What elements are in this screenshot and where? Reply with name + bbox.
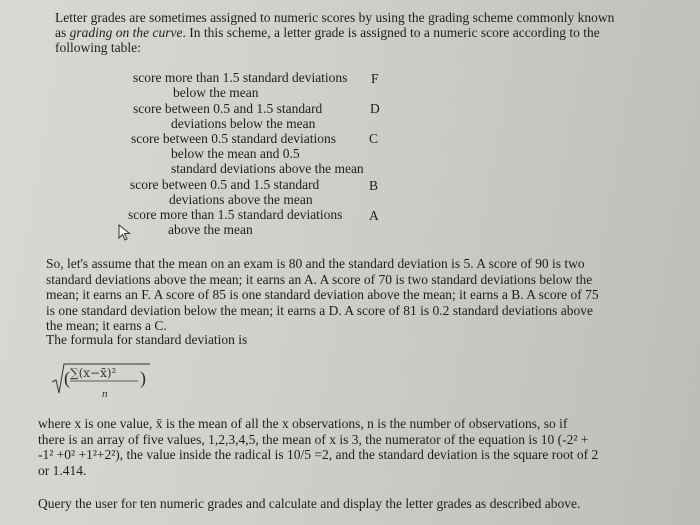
example-line: So, let's assume that the mean on an exam is 80 and the standard deviation is 5. A score of 90 is two <box>46 256 585 271</box>
intro-paragraph <box>55 10 614 55</box>
example-line: is one standard deviation below the mean; it earns a D. A score of 81 is 0.2 standard deviations above <box>46 302 593 318</box>
svg-text:(: ( <box>64 368 70 388</box>
example-line: the mean; it earns a C. <box>46 318 167 333</box>
grade-row-b <box>130 177 319 207</box>
intro-line: as grading on the curve. In this scheme, a letter grade is assigned to a numeric score according to the <box>55 25 600 40</box>
svg-text:): ) <box>140 368 146 388</box>
intro-line: following table: <box>55 40 141 55</box>
mouse-pointer-icon <box>118 224 132 242</box>
criteria-line: score between 0.5 standard deviations <box>131 131 337 146</box>
criteria-line: score more than 1.5 standard deviations <box>128 207 343 222</box>
criteria-line: score between 0.5 and 1.5 standard <box>130 177 320 192</box>
example-paragraph <box>46 256 599 334</box>
formula-numerator: ∑(x−x̄)² <box>70 366 117 380</box>
criteria-line: score more than 1.5 standard deviations <box>133 70 348 85</box>
grade-letter-f: F <box>371 71 379 86</box>
example-line: standard deviations above the mean; it earns an A. A score of 70 is two standard deviations below the <box>46 271 593 287</box>
criteria-line: above the mean <box>168 222 253 237</box>
criteria-line: below the mean <box>173 85 259 100</box>
formula-label: The formula for standard deviation is <box>46 332 248 347</box>
explanation-line: there is an array of five values, 1,2,3,4,5, the mean of x is 3, the numerator of the equation is 10 (-2² + <box>38 431 589 447</box>
query-instruction: Query the user for ten numeric grades and calculate and display the letter grades as described above. <box>38 496 581 511</box>
criteria-line: score between 0.5 and 1.5 standard <box>133 101 323 116</box>
criteria-line: deviations below the mean <box>171 116 316 131</box>
grade-row-c <box>131 131 364 176</box>
grade-letter-c: C <box>369 131 379 146</box>
explanation-line: or 1.414. <box>38 462 87 478</box>
grade-letter-b: B <box>369 178 379 193</box>
explanation-paragraph <box>38 416 598 478</box>
grade-row-d <box>133 101 322 131</box>
grade-letter-d: D <box>370 101 380 116</box>
explanation-line: where x is one value, x̄ is the mean of all the x observations, n is the number of observations, so if <box>38 416 568 431</box>
grade-row-f <box>133 70 347 100</box>
grade-letter-a: A <box>369 208 379 223</box>
grade-row-a <box>128 207 342 237</box>
explanation-line: -1² +0² +1²+2²), the value inside the radical is 10/5 =2, and the standard deviation is the square root of 2 <box>38 447 599 462</box>
criteria-line: deviations above the mean <box>169 192 313 207</box>
criteria-line: standard deviations above the mean <box>171 161 364 176</box>
criteria-line: below the mean and 0.5 <box>171 146 300 161</box>
example-line: mean; it earns an F. A score of 85 is one standard deviation above the mean; it earns a B. A score of 75 <box>46 287 599 302</box>
std-dev-formula <box>50 360 170 400</box>
formula-denominator: n <box>102 388 108 400</box>
intro-line: Letter grades are sometimes assigned to numeric scores by using the grading scheme commonly known <box>55 10 615 25</box>
